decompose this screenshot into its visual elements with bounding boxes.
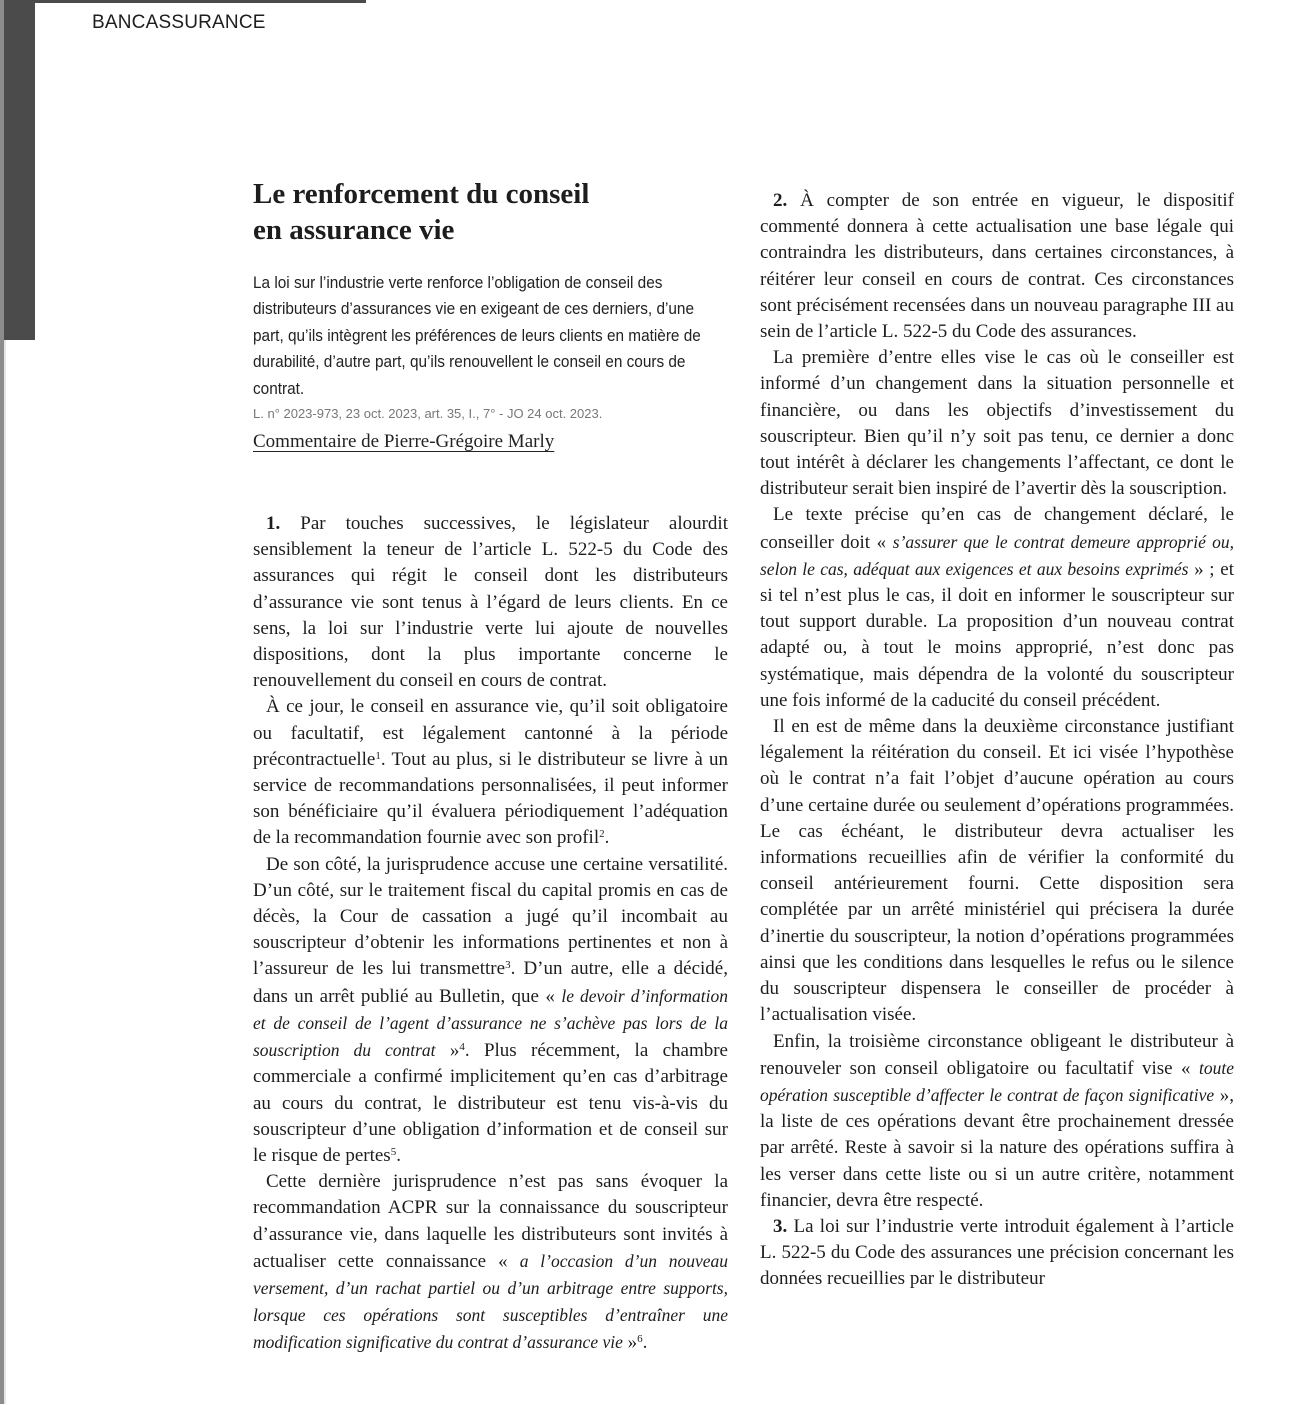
title-line-1: Le renforcement du conseil <box>253 178 590 210</box>
footnote-ref[interactable]: 2 <box>599 828 605 841</box>
author-byline: Commentaire de Pierre-Grégoire Marly <box>253 431 555 453</box>
footnote-ref[interactable]: 5 <box>390 1145 397 1158</box>
paragraph: Cette dernière jurisprudence n’est pas sans évoquer la recommandation ACPR sur la connaissance du souscripteur d’assurance vie, dans laquelle les distributeurs sont invités à actualiser cette connaissance « a l’occasion d’un nouveau versement, d’un rachat partiel ou d’un arbitrage entre supports, lorsque ces opérations sont susceptibles d’entraîner une modification significative du contrat d’assurance vie »$^6$. <box>253 1171 728 1354</box>
paragraph: À ce jour, le conseil en assurance vie, qu’il soit obligatoire ou facultatif, est légalement cantonné à la période précontractuelle$^1$. Tout au plus, si le distributeur se livre à un service de recommandations personnalisées, il peut informer son bénéficiaire qu’il évaluera périodiquement l’adéquation de la recommandation fournie avec son profil$^2$. <box>253 696 728 849</box>
section-number: 2. <box>773 190 788 211</box>
section-number: 1. <box>266 513 281 535</box>
quotation: toute opération susceptible d’affecter le contrat de façon significative <box>760 1057 1234 1105</box>
left-column <box>253 176 728 1357</box>
footnote-ref[interactable]: 3 <box>505 959 511 972</box>
footnote-ref[interactable]: 4 <box>459 1041 465 1054</box>
page-shadow <box>4 340 6 1404</box>
paragraph: 1. Par touches successives, le législateur alourdit sensiblement la teneur de l’article L. 522-5 du Code des assurances qui régit le conseil dont les distributeurs d’assurance vie sont tenus à l’égard de leurs clients. En ce sens, la loi sur l’industrie verte lui ajoute de nouvelles dispositions, dont la plus importante concerne le renouvellement du conseil en cours de contrat. <box>253 513 728 692</box>
article-title <box>253 176 728 248</box>
section-label: BANCASSURANCE <box>92 12 266 33</box>
paragraph: 3. La loi sur l’industrie verte introduit également à l’article L. 522-5 du Code des assurances une précision concernant les données recueillies par le distributeur <box>760 1215 1234 1290</box>
article-abstract: La loi sur l’industrie verte renforce l’obligation de conseil des distributeurs d’assurances vie en exigeant de ces derniers, d’une part, qu’ils intègrent les préférences de leurs clients en matière de durabilité, d’autre part, qu’ils renouvellent le conseil en cours de contrat. <box>253 274 701 398</box>
legal-reference: L. n° 2023-973, 23 oct. 2023, art. 35, I., 7° - JO 24 oct. 2023. <box>253 406 603 422</box>
footnote-ref[interactable]: 6 <box>637 1333 643 1346</box>
section-marker-bar <box>4 0 35 340</box>
paragraph: Enfin, la troisième circonstance obligeant le distributeur à renouveler son conseil obligatoire ou facultatif vise « toute opération susceptible d’affecter le contrat de façon significative », la liste de ces opérations devant être prochainement dressée par arrêté. Reste à savoir si la nature des opérations suffira à les verser dans cette liste ou si un autre critère, notamment financier, devra être respecté. <box>760 1030 1235 1211</box>
paragraph: Le texte précise qu’en cas de changement déclaré, le conseiller doit « s’assurer que le contrat demeure approprié ou, selon le cas, adéquat aux exigences et aux besoins exprimés » ; et si tel n’est plus le cas, il doit en informer le souscripteur sur tout support durable. La proposition d’un nouveau contrat adapté ou, à tout le moins approprié, n’est donc pas systématique, mais dépendra de la volonté du souscripteur une fois informé de la caducité du conseil précédent. <box>760 504 1234 711</box>
title-line-2: en assurance vie <box>253 214 455 246</box>
right-column <box>760 188 1234 1293</box>
left-body-text <box>253 511 728 1357</box>
paragraph: 2. À compter de son entrée en vigueur, le dispositif commenté donnera à cette actualisation une base légale qui contraindra les distributeurs, dans certaines circonstances, à réitérer leur conseil en cours de contrat. Ces circonstances sont précisément recensées dans un nouveau paragraphe III au sein de l’article L. 522-5 du Code des assurances. <box>760 190 1234 343</box>
paragraph: De son côté, la jurisprudence accuse une certaine versatilité. D’un côté, sur le traitement fiscal du capital promis en cas de décès, la Cour de cassation a jugé qu’il incombait au souscripteur d’obtenir les informations pertinentes et non à l’assureur de les lui transmettre$^3$. D’un autre, elle a décidé, dans un arrêt publié au Bulletin, que « le devoir d’information et de conseil de l’agent d’assurance ne s’achève pas lors de la souscription du contrat »$^4$. Plus récemment, la chambre commerciale a confirmé implicitement qu’en cas d’arbitrage au cours du contrat, le distributeur est tenu vis-à-vis du souscripteur d’une obligation d’information et de conseil sur le risque de pertes$^5$. <box>253 853 728 1166</box>
footnote-ref[interactable]: 1 <box>375 749 381 762</box>
quotation: le devoir d’information et de conseil de l’agent d’assurance ne s’achève pas lors de la souscription du contrat <box>253 985 728 1061</box>
header-rule <box>35 0 366 3</box>
quotation: s’assurer que le contrat demeure approprié ou, selon le cas, adéquat aux exigences et aux besoins exprimés <box>760 531 1234 579</box>
paragraph: La première d’entre elles vise le cas où le conseiller est informé d’un changement dans la situation personnelle et financière, ou dans les objectifs d’investissement du souscripteur. Bien qu’il n’y soit pas tenu, ce dernier a donc tout intérêt à déclarer les changements l’affectant, ce dont le distributeur serait bien inspiré de l’avertir dès la souscription. <box>760 347 1234 500</box>
paragraph: Il en est de même dans la deuxième circonstance justifiant légalement la réitération du conseil. Et ici visée l’hypothèse où le contrat n’a fait l’objet d’aucune opération au cours d’une certaine durée ou seulement d’opérations programmées. Le cas échéant, le distributeur devra actualiser les informations recueillies afin de vérifier la conformité du conseil antérieurement fourni. Cette disposition sera complétée par un arrêté ministériel qui précisera la durée d’inertie du souscripteur, la notion d’opérations programmées ainsi que les conditions dans lesquelles le refus ou le silence du souscripteur dispensera le conseiller de procéder à l’actualisation visée. <box>760 716 1234 1026</box>
section-number: 3. <box>773 1215 788 1237</box>
quotation: a l’occasion d’un nouveau versement, d’un rachat partiel ou d’un arbitrage entre supports, lorsque ces opérations sont susceptibles d’entraîner une modification significative du contrat d’assurance vie <box>253 1250 728 1353</box>
